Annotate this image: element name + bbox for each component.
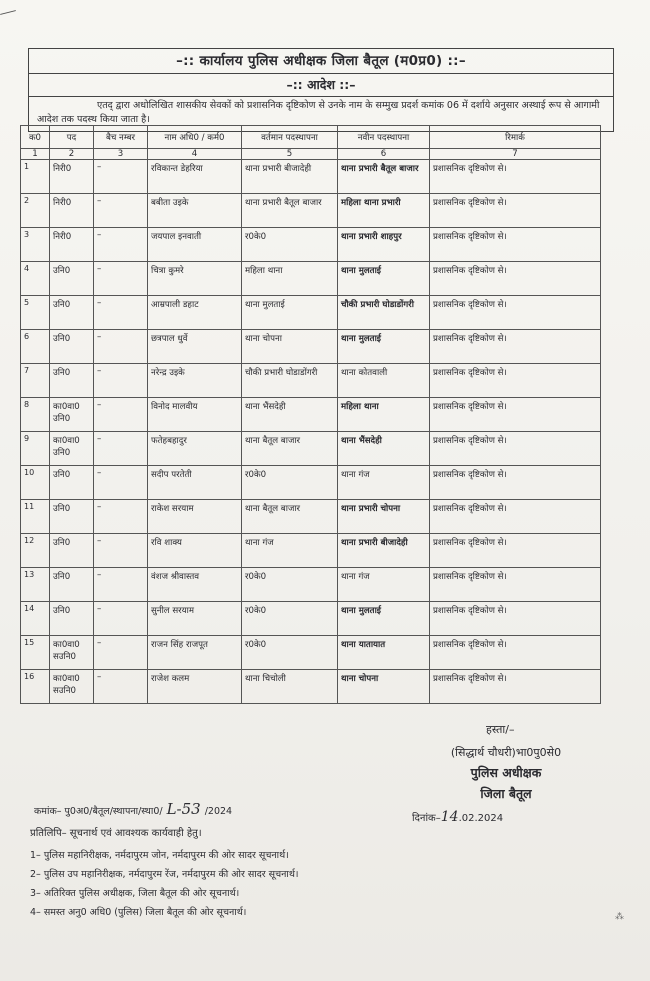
row-sn: 9: [21, 432, 50, 466]
row-new-posting: चौकी प्रभारी घोडाडोंगरी: [338, 296, 430, 330]
table-row: [21, 602, 601, 636]
row-new-posting: महिला थाना प्रभारी: [338, 194, 430, 228]
row-remark: प्रशासनिक दृष्टिकोण से।: [430, 296, 601, 330]
row-new-posting: थाना मुलताई: [338, 602, 430, 636]
column-number-row: [21, 149, 601, 160]
row-post: निरी0: [50, 160, 94, 194]
row-current-posting: थाना मुलताई: [242, 296, 338, 330]
row-sn: 4: [21, 262, 50, 296]
row-current-posting: चौकी प्रभारी घोडाडोंगरी: [242, 364, 338, 398]
signatory-designation: पुलिस अधीक्षक: [470, 765, 542, 780]
row-post: उनि0: [50, 330, 94, 364]
order-reference: [34, 800, 232, 818]
date-day: 14: [440, 809, 459, 825]
col-header-sn: क0: [21, 126, 50, 149]
table-row: [21, 398, 601, 432]
table-row: [21, 330, 601, 364]
row-name: सदीप परतेती: [148, 466, 242, 500]
row-remark: प्रशासनिक दृष्टिकोण से।: [430, 194, 601, 228]
row-new-posting: थाना चोपना: [338, 670, 430, 704]
col-number: 1: [21, 149, 50, 160]
row-post: का0वा0 उनि0: [50, 432, 94, 466]
col-header-batch: बैच नम्बर: [94, 126, 148, 149]
table-row: [21, 466, 601, 500]
order-title: –:: आदेश ::–: [29, 74, 613, 97]
row-name: रवि शाक्य: [148, 534, 242, 568]
row-current-posting: थाना प्रभारी बीजादेही: [242, 160, 338, 194]
row-remark: प्रशासनिक दृष्टिकोण से।: [430, 432, 601, 466]
signatory-name: (सिद्धार्थ चौधरी)भा0पु0से0: [450, 746, 562, 759]
row-sn: 6: [21, 330, 50, 364]
col-header-current-posting: वर्तमान पदस्थापना: [242, 126, 338, 149]
table-row: [21, 534, 601, 568]
date-label: दिनांक–: [412, 813, 441, 824]
row-batch: –: [94, 534, 148, 568]
copy-item: 4– समस्त अनु0 अधि0 (पुलिस) जिला बैतूल की ओर सूचनार्थ।: [30, 907, 247, 918]
col-header-new-posting: नवीन पदस्थापना: [338, 126, 430, 149]
row-post: उनि0: [50, 466, 94, 500]
row-batch: –: [94, 500, 148, 534]
row-name: राजन सिंह राजपूत: [148, 636, 242, 670]
row-new-posting: महिला थाना: [338, 398, 430, 432]
row-name: फतेहबहादुर: [148, 432, 242, 466]
row-new-posting: थाना प्रभारी चोपना: [338, 500, 430, 534]
row-name: राकेश सरयाम: [148, 500, 242, 534]
row-remark: प्रशासनिक दृष्टिकोण से।: [430, 534, 601, 568]
col-number: 4: [148, 149, 242, 160]
col-number: 3: [94, 149, 148, 160]
row-name: नरेन्द्र उइके: [148, 364, 242, 398]
copy-heading: प्रतिलिपि– सूचनार्थ एवं आवश्यक कार्यवाही हेतु।: [30, 828, 202, 839]
col-number: 5: [242, 149, 338, 160]
row-name: बबीता उइके: [148, 194, 242, 228]
row-name: राजेश कलम: [148, 670, 242, 704]
row-current-posting: थाना गंज: [242, 534, 338, 568]
row-new-posting: थाना प्रभारी बीजादेही: [338, 534, 430, 568]
row-remark: प्रशासनिक दृष्टिकोण से।: [430, 398, 601, 432]
table-row: [21, 568, 601, 602]
row-sn: 10: [21, 466, 50, 500]
table-row: [21, 670, 601, 704]
table-row: [21, 500, 601, 534]
table-row: [21, 228, 601, 262]
row-remark: प्रशासनिक दृष्टिकोण से।: [430, 636, 601, 670]
row-remark: प्रशासनिक दृष्टिकोण से।: [430, 262, 601, 296]
table-row: [21, 194, 601, 228]
row-name: छत्रपाल धुर्वे: [148, 330, 242, 364]
row-post: का0वा0 उनि0: [50, 398, 94, 432]
row-name: रविकान्त डेहरिया: [148, 160, 242, 194]
row-batch: –: [94, 262, 148, 296]
row-current-posting: थाना बैतूल बाजार: [242, 500, 338, 534]
row-name: जयपाल इनवाती: [148, 228, 242, 262]
row-sn: 5: [21, 296, 50, 330]
order-ref-number: L-53: [166, 800, 201, 818]
table-header-row: [21, 126, 601, 149]
table-row: [21, 364, 601, 398]
order-ref-prefix: कमांक– पु0अ0/बैतूल/स्थापना/स्था0/: [34, 806, 163, 817]
row-current-posting: र0के0: [242, 466, 338, 500]
row-name: सुनील सरयाम: [148, 602, 242, 636]
row-sn: 3: [21, 228, 50, 262]
row-remark: प्रशासनिक दृष्टिकोण से।: [430, 466, 601, 500]
table-row: [21, 262, 601, 296]
row-sn: 7: [21, 364, 50, 398]
row-new-posting: थाना गंज: [338, 466, 430, 500]
row-remark: प्रशासनिक दृष्टिकोण से।: [430, 228, 601, 262]
margin-mark: [0, 10, 16, 15]
row-post: उनि0: [50, 534, 94, 568]
row-batch: –: [94, 228, 148, 262]
row-new-posting: थाना भैंसदेही: [338, 432, 430, 466]
row-sn: 8: [21, 398, 50, 432]
row-current-posting: थाना चिचोली: [242, 670, 338, 704]
row-new-posting: थाना यातायात: [338, 636, 430, 670]
margin-mark: ⁂: [615, 912, 624, 922]
row-batch: –: [94, 330, 148, 364]
row-new-posting: थाना गंज: [338, 568, 430, 602]
row-sn: 14: [21, 602, 50, 636]
row-sn: 16: [21, 670, 50, 704]
row-new-posting: थाना प्रभारी शाहपुर: [338, 228, 430, 262]
row-remark: प्रशासनिक दृष्टिकोण से।: [430, 670, 601, 704]
col-header-name: नाम अधि0 / कर्म0: [148, 126, 242, 149]
row-post: का0वा0 सउनि0: [50, 636, 94, 670]
row-current-posting: थाना चोपना: [242, 330, 338, 364]
row-current-posting: थाना प्रभारी बैतूल बाजार: [242, 194, 338, 228]
row-post: उनि0: [50, 262, 94, 296]
row-post: उनि0: [50, 296, 94, 330]
row-post: निरी0: [50, 194, 94, 228]
office-title: –:: कार्यालय पुलिस अधीक्षक जिला बैतूल (म0प्र0) ::–: [29, 49, 613, 74]
row-name: विनोद मालवीय: [148, 398, 242, 432]
col-header-post: पद: [50, 126, 94, 149]
table-row: [21, 296, 601, 330]
row-sn: 11: [21, 500, 50, 534]
row-sn: 2: [21, 194, 50, 228]
row-post: उनि0: [50, 500, 94, 534]
row-current-posting: र0के0: [242, 636, 338, 670]
row-post: उनि0: [50, 602, 94, 636]
signatory-district: जिला बैतूल: [480, 786, 532, 801]
table-row: [21, 432, 601, 466]
row-post: उनि0: [50, 364, 94, 398]
col-number: 7: [430, 149, 601, 160]
col-number: 6: [338, 149, 430, 160]
transfer-table: [20, 125, 601, 704]
col-header-remark: रिमार्क: [430, 126, 601, 149]
row-name: चित्रा कुमरे: [148, 262, 242, 296]
row-current-posting: महिला थाना: [242, 262, 338, 296]
row-remark: प्रशासनिक दृष्टिकोण से।: [430, 160, 601, 194]
row-batch: –: [94, 670, 148, 704]
row-remark: प्रशासनिक दृष्टिकोण से।: [430, 330, 601, 364]
row-remark: प्रशासनिक दृष्टिकोण से।: [430, 364, 601, 398]
row-batch: –: [94, 432, 148, 466]
row-sn: 12: [21, 534, 50, 568]
row-new-posting: थाना मुलताई: [338, 262, 430, 296]
row-current-posting: थाना बैतूल बाजार: [242, 432, 338, 466]
signature-block: [396, 722, 616, 802]
row-new-posting: थाना मुलताई: [338, 330, 430, 364]
table-row: [21, 160, 601, 194]
row-remark: प्रशासनिक दृष्टिकोण से।: [430, 602, 601, 636]
row-sn: 1: [21, 160, 50, 194]
copy-list: [30, 846, 299, 922]
row-batch: –: [94, 160, 148, 194]
row-current-posting: थाना भैंसदेही: [242, 398, 338, 432]
row-new-posting: थाना प्रभारी बैतूल बाजार: [338, 160, 430, 194]
row-post: उनि0: [50, 568, 94, 602]
row-remark: प्रशासनिक दृष्टिकोण से।: [430, 500, 601, 534]
order-intro: एतद् द्वारा अधोलिखित शासकीय सेवकों को प्रशासनिक दृष्टिकोण से उनके नाम के सम्मुख प्रदर्श कमांक 06 में दर्शाये अनुसार अस्थाई रूप से आगामी आदेश तक पदस्थ किया जाता है।: [37, 100, 600, 125]
row-new-posting: थाना कोतवाली: [338, 364, 430, 398]
row-post: निरी0: [50, 228, 94, 262]
row-remark: प्रशासनिक दृष्टिकोण से।: [430, 568, 601, 602]
row-sn: 15: [21, 636, 50, 670]
col-number: 2: [50, 149, 94, 160]
copy-item: 3– अतिरिक्त पुलिस अधीक्षक, जिला बैतूल की ओर सूचनार्थ।: [30, 888, 240, 899]
row-post: का0वा0 सउनि0: [50, 670, 94, 704]
signature-mark: हस्ता/–: [486, 723, 515, 736]
table-row: [21, 636, 601, 670]
order-date: [412, 809, 503, 825]
row-batch: –: [94, 296, 148, 330]
order-header-box: [28, 48, 614, 132]
row-batch: –: [94, 398, 148, 432]
row-name: वंशज श्रीवास्तव: [148, 568, 242, 602]
row-sn: 13: [21, 568, 50, 602]
row-name: आम्रपाली डहाट: [148, 296, 242, 330]
row-batch: –: [94, 364, 148, 398]
row-current-posting: र0के0: [242, 602, 338, 636]
row-batch: –: [94, 602, 148, 636]
order-ref-year: /2024: [204, 806, 233, 817]
row-current-posting: र0के0: [242, 228, 338, 262]
row-batch: –: [94, 636, 148, 670]
row-batch: –: [94, 194, 148, 228]
date-rest: .02.2024: [458, 813, 504, 824]
row-batch: –: [94, 568, 148, 602]
copy-item: 2– पुलिस उप महानिरीक्षक, नर्मदापुरम रेंज, नर्मदापुरम की ओर सादर सूचनार्थ।: [30, 869, 299, 880]
row-current-posting: र0के0: [242, 568, 338, 602]
copy-item: 1– पुलिस महानिरीक्षक, नर्मदापुरम जोन, नर्मदापुरम की ओर सादर सूचनार्थ।: [30, 850, 289, 861]
row-batch: –: [94, 466, 148, 500]
